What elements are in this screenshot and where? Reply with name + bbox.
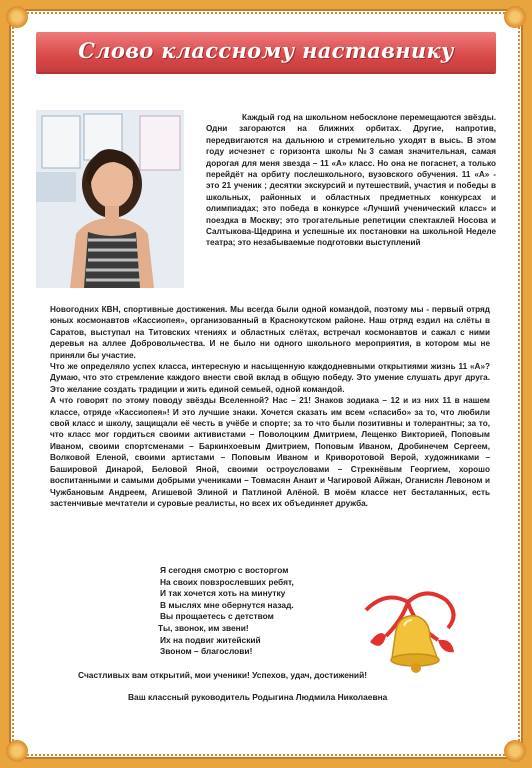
closing-wishes: Счастливых вам открытий, мои ученики! Успехов, удач, достижений! — [78, 670, 368, 680]
poem-line: Я сегодня смотрю с восторгом — [160, 565, 289, 575]
paragraph-achievements: Новогодних КВН, спортивные достижения. Мы всегда были одной командой, поэтому мы - первый отряд юных космонавтов «Кассиопея», организованный в Краснокутском районе. Наш отряд ездил на слёты в Саратов, выступал на Титовских чтениях и областных слётах, встречал космонавтов и сажал с ними деревья на аллее Добровольчества. И не было ни одного школьного мероприятия, в котором мы не приняли бы участие. — [50, 305, 490, 360]
signature: Ваш классный руководитель Родыгина Людмила Николаевна — [128, 692, 388, 702]
paragraph-stars: А что говорят по этому поводу звёзды Вселенной? Нас – 21! Знаков зодиака – 12 и из них 11 в нашем классе, отряде «Кассиопея»! И это лучшие знаки. Хочется сказать им всем «спасибо» за то, что любили свой класс и школу, защищали её честь в учёбе и спорте; за то что были позитивны и толерантны; за то, что класс мог гордиться своими активистами – Поволоцким Дмитрием, Лещенко Викторией, Поповым Иваном, своими спортсменами – Баркинхоевым Дмитрием, Поповым Иваном, Дробинечем Сергеем, Волковой Еленой, своими артистами – Поповым Иваном и Криворотовой Верой, художниками – Башировой Динарой, Беловой Яной, своими остроусловами – Стрекнёвым Георгием, хорошо воспитанными и самыми добрыми учениками – Товмасян Анаит и Чагировой Айжан, Оганисян Левоном и Чужбановым Андреем, Агишевой Элиной и Патлиной Алёной. В моём классе нет бесталанных, есть застенчивые мечтатели и суровые реалисты, но всех их объединяет дружба. — [50, 396, 490, 508]
poem-line: На своих повзрослевших ребят, — [160, 576, 294, 587]
frame-corner-ornament — [504, 740, 526, 762]
frame-corner-ornament — [504, 6, 526, 28]
poem-line: И так хочется хоть на минутку — [160, 588, 286, 599]
school-bell-icon — [356, 580, 466, 680]
title-banner — [36, 32, 496, 72]
frame-corner-ornament — [6, 6, 28, 28]
teacher-photo-image — [36, 110, 184, 288]
poem-line: Вы прощаетесь с детством — [160, 611, 274, 622]
intro-paragraph: Каждый год на школьном небосклоне перемещаются звёзды. Одни загораются на ближних орбитах. Другие, напротив, передвигаются на дальнюю и стремительно уходят в высь. В этом году исчезнет с горизонта школы №3 самая значительная, самая дорогая для меня звезда – 11 «А» класс. Но она не погаснет, а только перейдёт на орбиту послешкольного, вузовского обучения. 11 «А» - это 21 ученик ; десятки экскурсий и путешествий, участия и победы в школьных, районных и областных предметных конкурсах и олимпиадах; это победа в конкурсе «Лучший ученический класс» и поездка в Москву; это трогательные репетиции спектаклей Носова и Салтыкова-Щедрина и успешные их постановки на школьной Неделе театра; это незабываемые подготовки выступлений — [206, 113, 496, 248]
poem-line: В мыслях мне обернутся назад. — [160, 599, 294, 610]
teacher-photo — [36, 110, 184, 288]
paragraph-success: Что же определяло успех класса, интересную и насыщенную каждодневными открытиями жизнь 11 «А»? Думаю, что это стремление каждого внести свой вклад в общую победу. Это умение слушать друг друга. Это желание создать традиции и жить единой семьей, одной командой. — [50, 362, 490, 394]
poem-line: Их на подвиг житейский — [160, 634, 261, 645]
page-title: Слово классному наставнику — [78, 38, 454, 63]
frame-corner-ornament — [6, 740, 28, 762]
poem-line: Звоном – благослови! — [160, 646, 253, 657]
main-text — [50, 304, 490, 509]
poem — [160, 565, 360, 658]
poem-line: Ты, звонок, им звени! — [158, 622, 249, 633]
